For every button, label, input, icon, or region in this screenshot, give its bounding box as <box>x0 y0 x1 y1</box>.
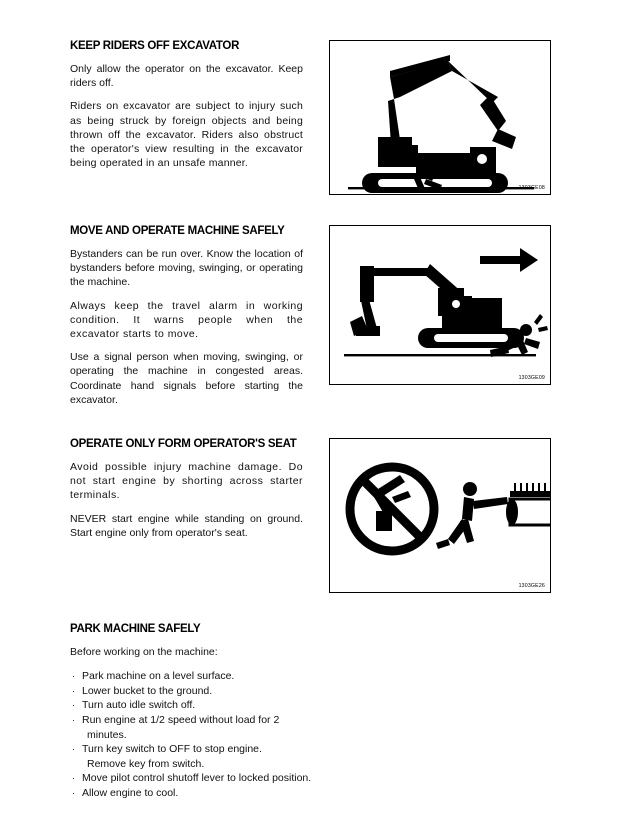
list-item-text: Park machine on a level surface. <box>82 670 235 683</box>
list-item <box>70 684 551 699</box>
bullet-marker: · <box>72 685 75 696</box>
bullet-marker: · <box>72 787 75 798</box>
figure-container-3 <box>329 438 551 593</box>
list-item <box>70 669 551 684</box>
section-heading: OPERATE ONLY FORM OPERATOR'S SEAT <box>70 438 297 450</box>
figure-code-2: 1303GE09 <box>518 375 545 381</box>
section-paragraph: Avoid possible injury machine damage. Do not start engine by shorting across starter terminals. <box>70 461 303 502</box>
list-item-text-continued: Remove key from switch. <box>87 757 205 770</box>
no-jump-start-prohibition-illustration <box>329 438 551 593</box>
section-park-machine-safely <box>70 623 551 801</box>
list-item-text: Move pilot control shutoff lever to locked position. <box>82 772 312 785</box>
section-heading: MOVE AND OPERATE MACHINE SAFELY <box>70 225 285 237</box>
list-item-text: Allow engine to cool. <box>82 786 179 799</box>
excavator-running-over-bystander-illustration <box>329 225 551 385</box>
figure-container-2 <box>329 225 551 385</box>
section-paragraph: Riders on excavator are subject to injury such as being struck by foreign objects and being thrown off the excavator. Riders also obstruct the operator's view resulting in the excavator being operated in an unsafe manner. <box>70 100 303 170</box>
bullet-marker: · <box>72 700 75 711</box>
section-paragraph: NEVER start engine while standing on ground. Start engine only from operator's seat. <box>70 512 303 539</box>
section-paragraph: Use a signal person when moving, swinging, or operating the machine in congested areas. Coordinate hand signals before starting the excavator. <box>70 351 303 406</box>
section-intro: Before working on the machine: <box>70 646 218 658</box>
excavator-bystander-svg <box>330 226 550 384</box>
figure-code-1: 1303GE08 <box>518 185 545 191</box>
section-move-and-operate-machine-safely <box>70 225 551 407</box>
section-keep-riders-off-excavator <box>70 40 551 195</box>
text-column-3 <box>70 438 303 540</box>
section-paragraph: Bystanders can be run over. Know the location of bystanders before moving, swinging, or operating the machine. <box>70 248 303 289</box>
bullet-marker: · <box>72 671 75 682</box>
bullet-marker: · <box>72 744 75 755</box>
section-operate-only-form-operators-seat <box>70 438 551 593</box>
list-item-text: Lower bucket to the ground. <box>82 684 213 697</box>
list-item-text: Turn key switch to OFF to stop engine. <box>82 743 262 756</box>
list-item <box>70 698 551 713</box>
list-item <box>70 786 551 801</box>
list-item <box>70 771 551 786</box>
section-heading: KEEP RIDERS OFF EXCAVATOR <box>70 40 240 52</box>
section-heading: PARK MACHINE SAFELY <box>70 623 201 635</box>
section-paragraph: Always keep the travel alarm in working condition. It warns people when the excavator starts to move. <box>70 299 303 341</box>
park-machine-checklist <box>70 669 551 800</box>
list-item-text: Turn auto idle switch off. <box>82 699 196 712</box>
list-item <box>70 742 551 771</box>
text-column-1 <box>70 40 303 170</box>
list-item-text-continued: minutes. <box>87 728 127 741</box>
excavator-with-rider-svg <box>330 41 550 194</box>
no-jump-start-svg <box>330 439 550 592</box>
list-item-text: Run engine at 1/2 speed without load for 2 <box>82 713 280 726</box>
excavator-with-rider-illustration <box>329 40 551 195</box>
text-column-2 <box>70 225 303 407</box>
bullet-marker: · <box>72 714 75 725</box>
bullet-marker: · <box>72 773 75 784</box>
figure-code-3: 1303GE26 <box>518 583 545 589</box>
section-paragraph: Only allow the operator on the excavator. Keep riders off. <box>70 63 303 90</box>
figure-container-1 <box>329 40 551 195</box>
list-item <box>70 713 551 742</box>
